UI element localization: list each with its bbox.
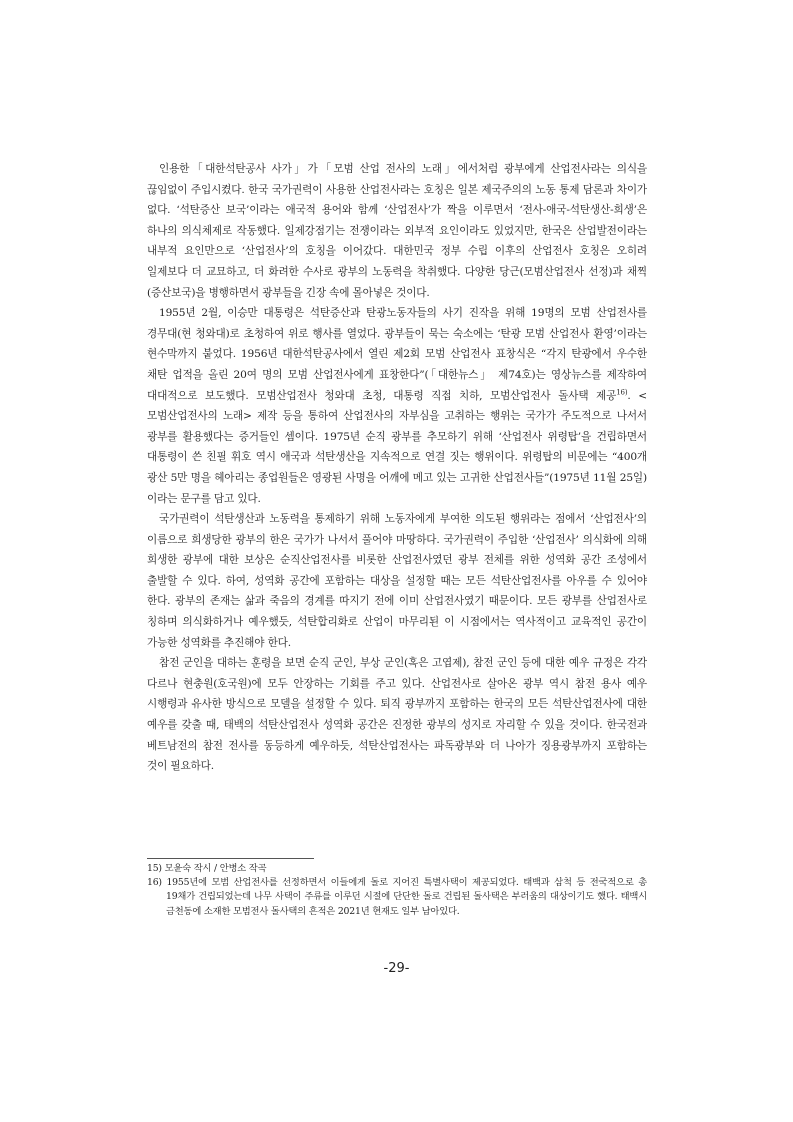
paragraph-1: 인용한「대한석탄공사 사가」가「모범 산업 전사의 노래」에서처럼 광부에게 산업전사라는 의식을 끊임없이 주입시켰다. 한국 국가권력이 사용한 산업전사라는 호칭은 일본 제국주의의 노동 통제 담론과 차이가 없다. ‘석탄증산 보국’이라는 애국적 용어와 함께 ‘산업전사’가 짝을 이루면서 ‘전사-애국-석탄생산-희생’은 하나의 의식체제로 작동했다. 일제강점기는 전쟁이라는 외부적 요인이라도 있었지만, 한국은 산업발전이라는 내부적 요인만으로 ‘산업전사’의 호칭을 이어갔다. 대한민국 정부 수립 이후의 산업전사 호칭은 오히려 일제보다 더 교묘하고, 더 화려한 수사로 광부의 노동력을 착취했다. 다양한 당근(모범산업전사 선정)과 채찍(증산보국)을 병행하면서 광부들을 긴장 속에 몰아넣은 것이다.	[147, 163, 647, 299]
paragraph-2	[147, 303, 647, 509]
page-number: -29-	[383, 961, 410, 976]
footnote-ref-16[interactable]: 16)	[616, 388, 628, 396]
footnote-15: 15) 모윤숙 작시 / 안병소 작곡	[147, 863, 267, 874]
paragraph-2-text: 1955년 2월, 이승만 대통령은 석탄증산과 탄광노동자들의 사기 진작을 위해 19명의 모범 산업전사를 경무대(현 청와대)로 초청하여 위로 행사를 열었다. 광부들이 묵는 숙소에는 ‘탄광 모범 산업전사 환영’이라는 현수막까지 붙었다. 1956년 대한석탄공사에서 열린 제2회 모범 산업전사 표창식은 “각지 탄광에서 우수한 채탄 업적을 올린 20여 명의 모범 산업전사에게 표창한다”(「대한뉴스」 제74호)는 영상뉴스를 제작하여 대대적으로 보도했다. 모범산업전사 청와대 초청, 대통령 직접 치하, 모범산업전사 돌사택 제공	[147, 307, 647, 402]
paragraph-4: 참전 군인을 대하는 훈령을 보면 순직 군인, 부상 군인(혹은 고엽제), 참전 군인 등에 대한 예우 규정은 각각 다르나 현충원(호국원)에 모두 안장하는 기회를 주고 있다. 산업전사로 살아온 광부 역시 참전 용사 예우 시행령과 유사한 방식으로 모델을 설정할 수 있다. 퇴직 광부까지 포함하는 한국의 모든 석탄산업전사에 대한 예우를 갖출 때, 태백의 석탄산업전사 성역화 공간은 진정한 광부의 성지로 자리할 수 있을 것이다. 한국전과 베트남전의 참전 전사를 동등하게 예우하듯, 석탄산업전사는 파독광부와 더 나아가 징용광부까지 포함하는 것이 필요하다.	[147, 657, 647, 773]
paragraph-2-continuation: . <모범산업전사의 노래> 제작 등을 통하여 산업전사의 자부심을 고취하는 행위는 국가가 주도적으로 나서서 광부를 활용했다는 증거들인 셈이다. 1975년 순직 광부를 추모하기 위해 ‘산업전사 위령탑’을 건립하면서 대통령이 쓴 친필 휘호 역시 애국과 석탄생산을 지속적으로 연결 짓는 행위이다. 위령탑의 비문에는 “400개 광산 5만 명을 헤아리는 종업원들은 영광된 사명을 어깨에 메고 있는 고귀한 산업전사들”(1975년 11월 25일)이라는 문구를 담고 있다.	[147, 389, 648, 505]
footnote-divider	[147, 858, 314, 859]
footnotes-section	[147, 862, 647, 919]
footnote-16: 16) 1955년에 모범 산업전사를 선정하면서 이들에게 돌로 지어진 특별사택이 제공되었다. 태백과 삼척 등 전국적으로 총 19채가 건립되었는데 나무 사택이 주류를 이루던 시절에 단단한 돌로 건립된 돌사택은 부러움의 대상이기도 했다. 태백시 금천동에 소재한 모범전사 돌사택의 흔적은 2021년 현재도 일부 남아있다.	[147, 877, 647, 917]
main-body-text	[147, 159, 647, 777]
paragraph-3: 국가권력이 석탄생산과 노동력을 통제하기 위해 노동자에게 부여한 의도된 행위라는 점에서 ‘산업전사’의 이름으로 희생당한 광부의 한은 국가가 나서서 풀어야 마땅하다. 국가권력이 주입한 ‘산업전사’ 의식화에 의해 희생한 광부에 대한 보상은 순직산업전사를 비롯한 산업전사였던 광부 전체를 위한 성역화 공간 조성에서 출발할 수 있다. 하여, 성역화 공간에 포함하는 대상을 설정할 때는 모든 석탄산업전사를 아우를 수 있어야 한다. 광부의 존재는 삶과 죽음의 경계를 따지기 전에 이미 산업전사였기 때문이다. 모든 광부를 산업전사로 칭하며 의식화하거나 예우했듯, 석탄합리화로 산업이 마무리된 이 시점에서는 역사적이고 교육적인 공간이 가능한 성역화를 추진해야 한다.	[147, 513, 647, 649]
